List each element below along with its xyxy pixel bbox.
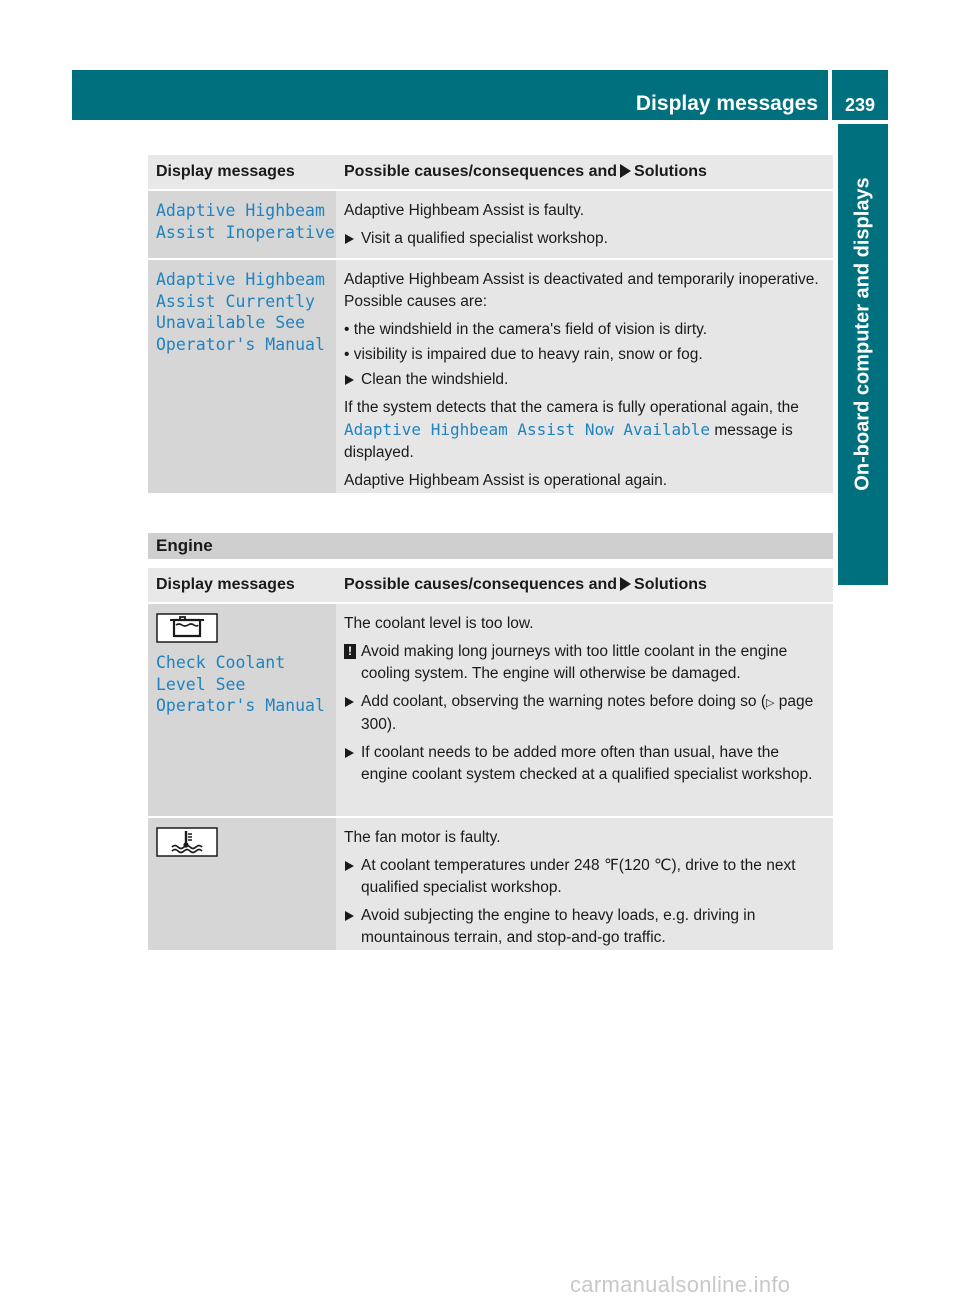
warning-icon: !: [344, 644, 356, 659]
action-text: If coolant needs to be added more often than usual, have the engine coolant system checked at a qualified specialist workshop.: [361, 744, 813, 783]
display-message-cell: [148, 604, 336, 816]
warning-text: Avoid making long journeys with too little coolant in the engine cooling system. The engine will otherwise be damaged.: [361, 643, 788, 682]
solution-cell: [336, 260, 833, 493]
action-step: [344, 855, 827, 899]
table-header-row: [148, 155, 833, 189]
column-header-messages: Display messages: [156, 163, 295, 180]
side-tab-marker: [838, 535, 888, 585]
action-arrow-icon: [345, 861, 354, 871]
followup-pre: If the system detects that the camera is fully operational again, the: [344, 399, 799, 416]
action-arrow-icon: [345, 697, 354, 707]
solution-cell: [336, 191, 833, 258]
action-text: Avoid subjecting the engine to heavy loads, e.g. driving in mountainous terrain, and stop-and-go traffic.: [361, 907, 756, 946]
display-message-cell: [148, 818, 336, 950]
column-header-text: Possible causes/consequences and: [344, 576, 618, 593]
display-message-cell: [148, 191, 336, 258]
column-header-solutions: [336, 568, 833, 602]
header-bar: [72, 70, 828, 120]
warning-note: [344, 641, 827, 685]
page-reference-icon: ▷: [765, 697, 775, 709]
table-adaptive-highbeam: [148, 155, 833, 495]
display-message-text: Adaptive Highbeam Assist Inoperative: [156, 201, 335, 242]
solution-cell: [336, 818, 833, 950]
section-bar: [148, 533, 833, 559]
coolant-reservoir-icon: [156, 613, 218, 643]
inline-display-message: Adaptive Highbeam Assist Now Available: [344, 420, 711, 439]
cause-text: Adaptive Highbeam Assist is faulty.: [344, 202, 585, 219]
action-arrow-icon: [345, 911, 354, 921]
action-step: [344, 691, 827, 736]
display-message-text: Adaptive Highbeam Assist Currently Unavailable See Operator's Manual: [156, 270, 325, 354]
page-number-box: [832, 70, 888, 120]
column-header-text-2: Solutions: [634, 576, 707, 593]
page-reference-link[interactable]: page 300).: [361, 693, 814, 733]
action-text: Clean the windshield.: [361, 371, 509, 388]
action-text: Visit a qualified specialist workshop.: [361, 230, 608, 247]
action-arrow-icon: [345, 748, 354, 758]
cause-text: The fan motor is faulty.: [344, 829, 501, 846]
followup-post: message is displayed.: [344, 422, 793, 461]
cause-text: The coolant level is too low.: [344, 615, 534, 632]
column-header-text: Possible causes/consequences and: [344, 163, 618, 180]
followup-text: [344, 397, 827, 464]
arrow-icon: [620, 164, 631, 178]
final-text: Adaptive Highbeam Assist is operational again.: [344, 472, 668, 489]
table-engine: [148, 568, 833, 952]
table-header-row: [148, 568, 833, 602]
solution-cell: [336, 604, 833, 816]
table-row: [148, 604, 833, 816]
bullet-item: • the windshield in the camera's field of vision is dirty.: [344, 321, 708, 338]
page-number: 239: [844, 95, 876, 115]
table-row: [148, 191, 833, 258]
action-text: Add coolant, observing the warning notes before doing so (: [361, 693, 766, 710]
page-title: Display messages: [635, 92, 818, 115]
display-message-cell: [148, 260, 336, 493]
cause-text: Adaptive Highbeam Assist is deactivated and temporarily inoperative. Possible causes are:: [344, 271, 819, 310]
bullet-item: • visibility is impaired due to heavy rain, snow or fog.: [344, 346, 703, 363]
column-header-messages: Display messages: [156, 576, 295, 593]
action-arrow-icon: [345, 234, 354, 244]
display-message-text: Check Coolant Level See Operator's Manual: [156, 653, 325, 715]
watermark: carmanualsonline.info: [570, 1272, 791, 1297]
arrow-icon: [620, 577, 631, 591]
side-tab-label: On-board computer and displays: [851, 177, 874, 491]
column-header-solutions: [336, 155, 833, 189]
action-step: [344, 905, 827, 949]
side-tab: [838, 124, 888, 544]
action-text: At coolant temperatures under 248 ℉(120 ℃), drive to the next qualified specialist workshop.: [361, 857, 796, 896]
table-row: [148, 260, 833, 493]
table-row: [148, 818, 833, 950]
action-step: [344, 742, 827, 786]
action-step: [344, 228, 827, 250]
column-header-text-2: Solutions: [634, 163, 707, 180]
action-arrow-icon: [345, 375, 354, 385]
action-step: [344, 369, 827, 391]
section-title: Engine: [156, 536, 213, 555]
coolant-temperature-icon: [156, 827, 218, 857]
